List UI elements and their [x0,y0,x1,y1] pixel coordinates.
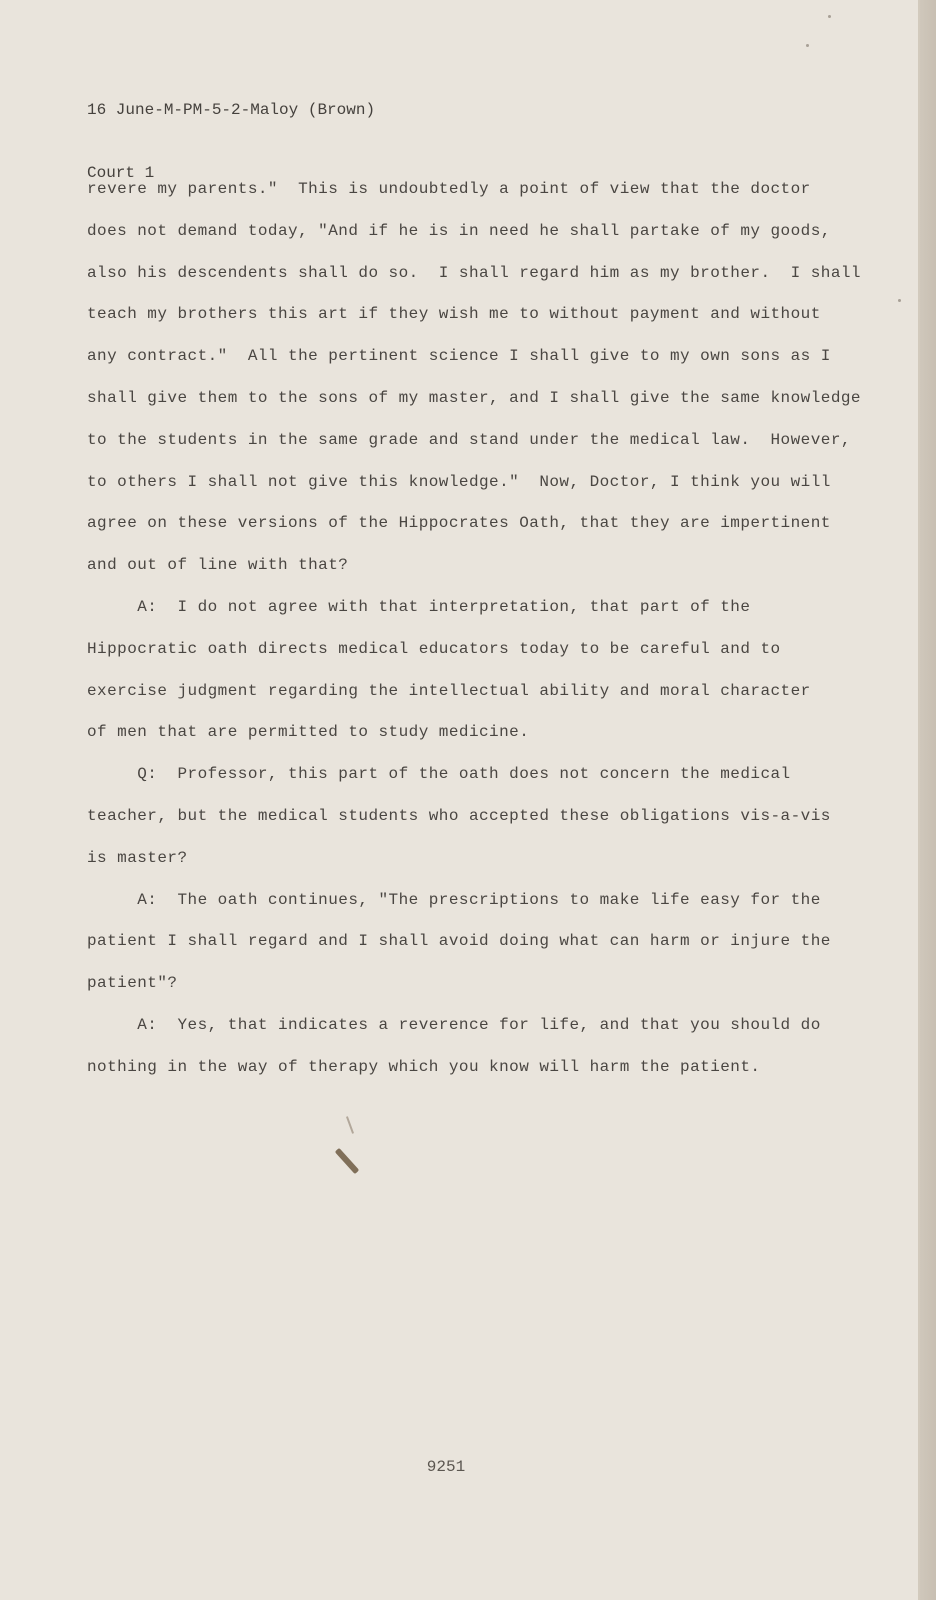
transcript-line: of men that are permitted to study medicine. [87,723,530,742]
transcript-line: to the students in the same grade and stand under the medical law. However, [87,430,851,449]
transcript-line: teach my brothers this art if they wish me to without payment and without [87,305,821,324]
transcript-line: does not demand today, "And if he is in need he shall partake of my goods, [87,221,831,240]
transcript-line: Hippocratic oath directs medical educators today to be careful and to [87,639,781,658]
transcript-line: agree on these versions of the Hippocrates Oath, that they are impertinent [87,514,831,533]
page-edge [920,0,936,1600]
transcript-line: A: The oath continues, "The prescriptions to make life easy for the [87,890,821,909]
paper-speck [828,15,831,18]
transcript-line: Q: Professor, this part of the oath does not concern the medical [87,765,791,784]
ink-stray-mark [335,1148,360,1174]
transcript-line: is master? [87,848,188,867]
transcript-line: exercise judgment regarding the intellectual ability and moral character [87,681,811,700]
pencil-stray-mark [346,1116,354,1134]
transcript-line: and out of line with that? [87,556,349,575]
transcript-line: teacher, but the medical students who accepted these obligations vis-a-vis [87,806,831,825]
transcript-body [87,169,861,1089]
page-number: 9251 [426,1458,466,1476]
transcript-line: shall give them to the sons of my master, and I shall give the same knowledge [87,388,861,407]
header-court: Court 1 [87,164,155,182]
transcript-line: to others I shall not give this knowledge." Now, Doctor, I think you will [87,472,831,491]
transcript-line: A: Yes, that indicates a reverence for life, and that you should do [87,1015,821,1034]
transcript-line: also his descendents shall do so. I shall regard him as my brother. I shall [87,263,861,282]
header-case-reference: 16 June-M-PM-5-2-Maloy (Brown) [87,101,376,119]
paper-speck [898,299,901,302]
transcript-line: A: I do not agree with that interpretation, that part of the [87,597,751,616]
transcript-line: patient"? [87,974,178,993]
transcript-line: revere my parents." This is undoubtedly a point of view that the doctor [87,180,811,198]
paper-speck [806,44,809,47]
transcript-line: patient I shall regard and I shall avoid doing what can harm or injure the [87,932,831,951]
transcript-line: nothing in the way of therapy which you know will harm the patient. [87,1057,761,1076]
transcript-line: any contract." All the pertinent science I shall give to my own sons as I [87,347,831,366]
